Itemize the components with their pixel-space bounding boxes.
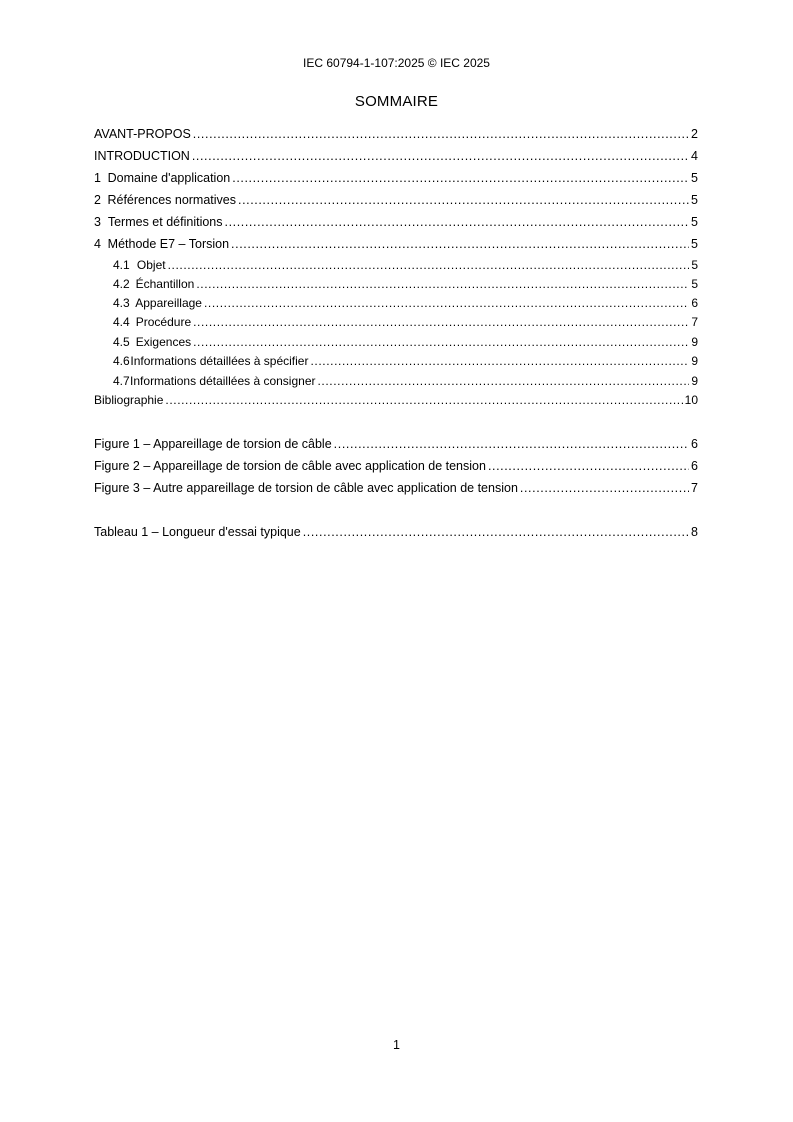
leader-dots [196,277,689,291]
toc-entry-1[interactable] [94,171,698,187]
toc-entry-avant-propos[interactable] [94,127,698,143]
toc-entry-label: AVANT-PROPOS [94,127,191,141]
toc-entry-page: 9 [691,354,698,368]
leader-dots [488,459,689,473]
toc-entry-number: 4.6 [113,354,130,368]
figure-entry-page: 7 [691,481,698,495]
toc-entry-4-7[interactable] [94,374,698,390]
toc-entry-page: 5 [691,237,698,251]
leader-dots [520,481,689,495]
toc-entry-label: Termes et définitions [107,215,223,229]
leader-dots [317,374,689,388]
toc-entry-page: 5 [691,171,698,185]
leader-dots [334,437,689,451]
toc-entry-label: Appareillage [135,296,202,310]
leader-dots [225,215,690,229]
toc-entry-number: 4 [94,237,101,251]
toc-entry-label: Procédure [135,315,192,329]
toc-entry-number: 4.1 [113,258,130,272]
figure-entry-page: 6 [691,459,698,473]
toc-entry-label: Objet [136,258,166,272]
figure-entry-label: Figure 1 – Appareillage de torsion de câble [94,437,332,451]
toc-entry-label: Informations détaillées à consigner [130,374,316,388]
toc-entry-4-4[interactable] [94,315,698,331]
toc-entry-number: 4.5 [113,335,130,349]
leader-dots [168,258,690,272]
toc-entry-page: 7 [691,315,698,329]
toc-entry-page: 5 [691,215,698,229]
toc-entry-4-3[interactable] [94,296,698,312]
table-entry-label: Tableau 1 – Longueur d'essai typique [94,525,301,539]
toc-entry-label: Exigences [135,335,192,349]
toc-entry-label: Références normatives [107,193,236,207]
toc-entry-page: 9 [691,335,698,349]
toc-entry-number: 2 [94,193,101,207]
toc-entry-3[interactable] [94,215,698,231]
leader-dots [193,335,689,349]
toc-entry-number: 4.7 [113,374,130,388]
toc-entry-introduction[interactable] [94,149,698,165]
toc-entry-4[interactable] [94,237,698,253]
toc-entry-page: 2 [691,127,698,141]
toc-entry-4-5[interactable] [94,335,698,351]
table-entry-1[interactable] [94,525,698,541]
toc-entry-number: 4.2 [113,277,130,291]
leader-dots [193,127,689,141]
leader-dots [204,296,689,310]
toc-entry-page: 4 [691,149,698,163]
toc-entry-bibliographie[interactable] [94,393,698,409]
toc-entry-4-6[interactable] [94,354,698,370]
toc-entry-2[interactable] [94,193,698,209]
leader-dots [310,354,689,368]
figure-entry-3[interactable] [94,481,698,497]
toc-entry-page: 6 [691,296,698,310]
leader-dots [232,171,689,185]
figure-entry-label: Figure 3 – Autre appareillage de torsion de câble avec application de tension [94,481,518,495]
figure-entry-page: 6 [691,437,698,451]
leader-dots [231,237,689,251]
toc-entry-4-1[interactable] [94,258,698,274]
figure-entry-1[interactable] [94,437,698,453]
toc-entry-page: 5 [691,193,698,207]
toc-entry-label: Domaine d'application [107,171,231,185]
leader-dots [192,149,689,163]
table-entry-page: 8 [691,525,698,539]
toc-entry-number: 3 [94,215,101,229]
figure-entry-2[interactable] [94,459,698,475]
toc-entry-number: 4.3 [113,296,130,310]
page-number: 1 [393,1038,400,1052]
toc-entry-number: 1 [94,171,101,185]
toc-entry-page: 9 [691,374,698,388]
toc-entry-label: Échantillon [135,277,195,291]
toc-entry-label: Bibliographie [94,393,164,407]
toc-entry-page: 10 [684,393,698,407]
toc-entry-label: Méthode E7 – Torsion [107,237,230,251]
toc-entry-4-2[interactable] [94,277,698,293]
toc-entry-page: 5 [691,277,698,291]
toc-entry-label: INTRODUCTION [94,149,190,163]
leader-dots [238,193,689,207]
toc-entry-number: 4.4 [113,315,130,329]
leader-dots [165,393,682,407]
toc-entry-label: Informations détaillées à spécifier [130,354,309,368]
figure-entry-label: Figure 2 – Appareillage de torsion de câble avec application de tension [94,459,486,473]
document-header: IEC 60794-1-107:2025 © IEC 2025 [303,56,490,70]
leader-dots [193,315,689,329]
toc-entry-page: 5 [691,258,698,272]
leader-dots [303,525,689,539]
page-title: SOMMAIRE [354,93,439,110]
